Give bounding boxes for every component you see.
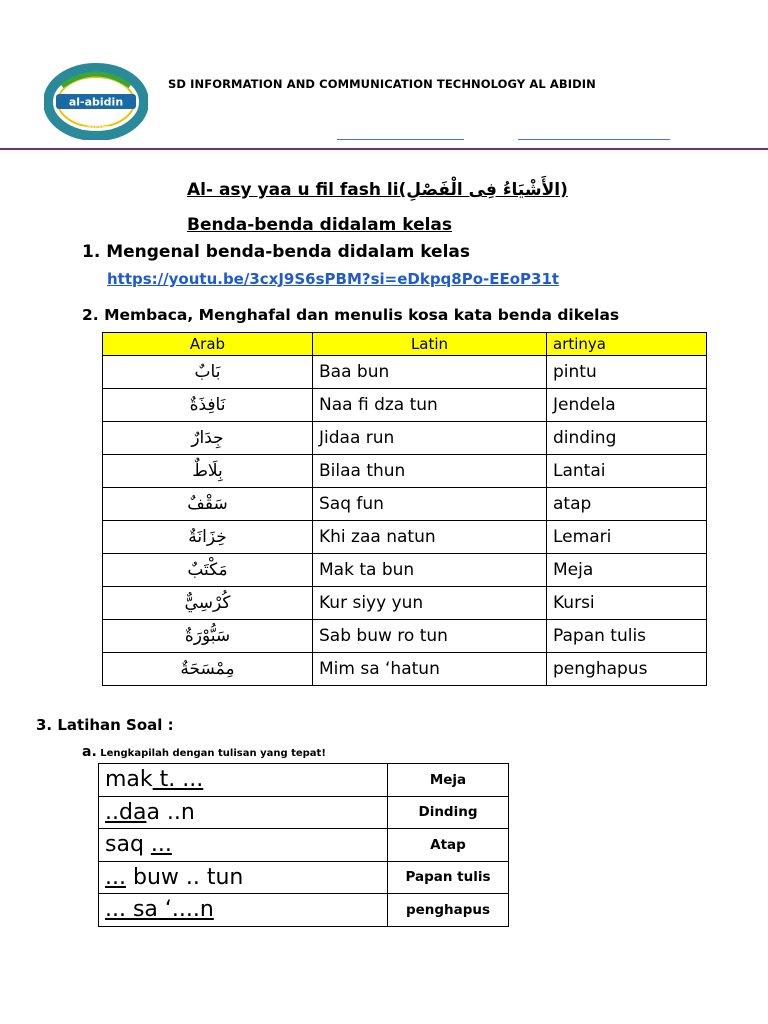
table-row [103, 521, 707, 554]
q-tail: a ..n [146, 799, 195, 825]
latin-cell: Jidaa run [313, 422, 547, 455]
latin-cell: Baa bun [313, 356, 547, 389]
answer-cell: Meja [388, 764, 509, 797]
arab-cell: خِزَانَةٌ [103, 521, 313, 554]
blank-line [337, 139, 464, 140]
page-subtitle: Benda-benda didalam kelas [187, 215, 453, 235]
section-2-heading: 2. Membaca, Menghafal dan menulis kosa kata benda dikelas [82, 306, 620, 324]
logo-text: al-abidin [68, 95, 124, 109]
table-row [103, 554, 707, 587]
arab-cell: بِلَاطٌ [103, 455, 313, 488]
q-plain: mak [105, 767, 153, 793]
artinya-cell: Jendela [547, 389, 707, 422]
table-row [103, 620, 707, 653]
q-tail: buw .. tun [125, 864, 244, 890]
artinya-cell: Papan tulis [547, 620, 707, 653]
table-row [103, 389, 707, 422]
latin-cell: Mim sa ‘hatun [313, 653, 547, 686]
latin-cell: Mak ta bun [313, 554, 547, 587]
arab-cell: سَقْفٌ [103, 488, 313, 521]
latin-cell: Bilaa thun [313, 455, 547, 488]
arab-cell: بَابٌ [103, 356, 313, 389]
table-row [103, 587, 707, 620]
artinya-cell: dinding [547, 422, 707, 455]
arab-cell: سَبُّوْرَةٌ [103, 620, 313, 653]
q-blank: ... [105, 864, 126, 890]
exercise-row [99, 894, 509, 927]
artinya-cell: Kursi [547, 587, 707, 620]
exercise-row [99, 796, 509, 829]
table-row [103, 356, 707, 389]
header-divider [0, 148, 768, 150]
school-logo [44, 60, 148, 140]
column-header-latin: Latin [313, 333, 547, 356]
latin-cell: Kur siyy yun [313, 587, 547, 620]
latin-cell: Khi zaa natun [313, 521, 547, 554]
arab-cell: نَافِذَةٌ [103, 389, 313, 422]
exercise-row [99, 861, 509, 894]
artinya-cell: penghapus [547, 653, 707, 686]
column-header-artinya: artinya [547, 333, 707, 356]
arab-cell: كُرْسِيٌّ [103, 587, 313, 620]
question-cell[interactable] [99, 829, 388, 862]
artinya-cell: pintu [547, 356, 707, 389]
exercise-row [99, 829, 509, 862]
section-3-heading: 3. Latihan Soal : [36, 716, 174, 734]
arab-cell: مَكْتَبٌ [103, 554, 313, 587]
q-blank: ... sa ‘....n [105, 897, 214, 923]
q-blank: t. ... [152, 767, 204, 793]
artinya-cell: atap [547, 488, 707, 521]
answer-cell: penghapus [388, 894, 509, 927]
question-cell[interactable] [99, 764, 388, 797]
column-header-arab: Arab [103, 333, 313, 356]
q-plain: saq [105, 832, 151, 858]
school-name: SD INFORMATION AND COMMUNICATION TECHNOLOGY AL ABIDIN [168, 77, 596, 91]
table-row [103, 455, 707, 488]
table-header-row [103, 333, 707, 356]
answer-cell: Atap [388, 829, 509, 862]
exercise-instruction [82, 744, 326, 760]
answer-cell: Dinding [388, 796, 509, 829]
youtube-link[interactable]: https://youtu.be/3cxJ9S6sPBM?si=eDkpq8Po-EEoP31t [107, 270, 560, 288]
q-blank: ..da [105, 799, 147, 825]
latin-cell: Saq fun [313, 488, 547, 521]
q-blank: ... [150, 832, 172, 858]
exercise-text: Lengkapilah dengan tulisan yang tepat! [100, 748, 326, 759]
exercise-table [98, 763, 509, 927]
question-cell[interactable] [99, 796, 388, 829]
blank-line [518, 139, 670, 140]
arab-cell: مِمْسَحَةٌ [103, 653, 313, 686]
answer-cell: Papan tulis [388, 861, 509, 894]
table-row [103, 422, 707, 455]
table-row [103, 653, 707, 686]
artinya-cell: Lantai [547, 455, 707, 488]
page-title: Al- asy yaa u fil fash li(الأَشْيَاءُ فِى الْفَصْلِ) [187, 180, 568, 200]
question-cell[interactable] [99, 861, 388, 894]
latin-cell: Naa fi dza tun [313, 389, 547, 422]
section-1-heading: 1. Mengenal benda-benda didalam kelas [82, 242, 470, 262]
logo-bottom-text: SURAKARTA [81, 126, 111, 132]
artinya-cell: Lemari [547, 521, 707, 554]
table-row [103, 488, 707, 521]
arab-cell: جِدَارٌ [103, 422, 313, 455]
vocabulary-table [102, 332, 707, 686]
exercise-label: a. [82, 744, 97, 760]
latin-cell: Sab buw ro tun [313, 620, 547, 653]
question-cell[interactable] [99, 894, 388, 927]
artinya-cell: Meja [547, 554, 707, 587]
exercise-row [99, 764, 509, 797]
